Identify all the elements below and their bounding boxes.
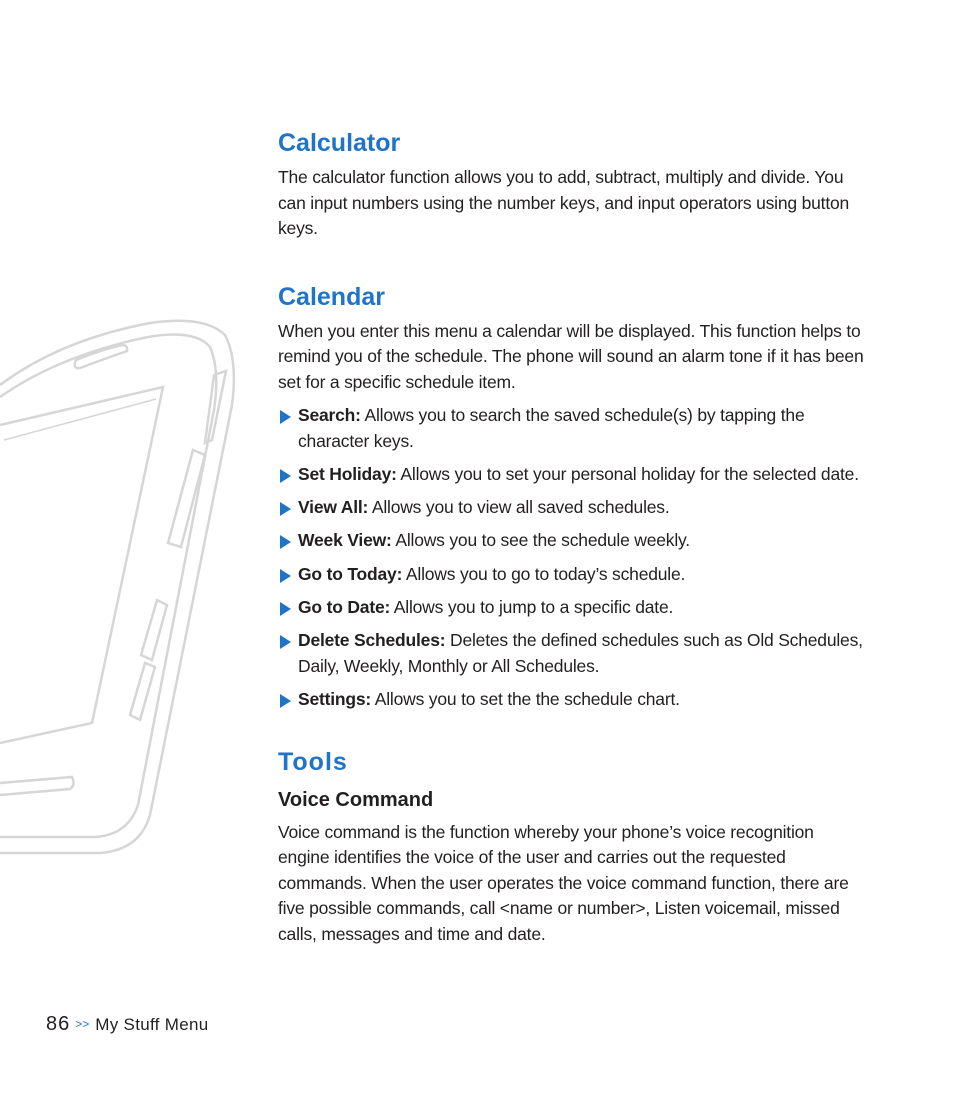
triangle-bullet-icon	[280, 410, 291, 424]
calendar-option-week-view	[278, 528, 868, 554]
phone-illustration	[0, 315, 240, 860]
triangle-bullet-icon	[280, 535, 291, 549]
calendar-option-view-all	[278, 495, 868, 521]
calendar-option-delete-schedules	[278, 628, 868, 679]
option-description: Allows you to jump to a specific date.	[390, 596, 674, 617]
tools-heading: Tools	[278, 747, 348, 776]
footer-separator: >>	[75, 1017, 90, 1031]
footer-section-name: My Stuff Menu	[95, 1015, 209, 1034]
triangle-bullet-icon	[280, 635, 291, 649]
page-footer	[46, 1013, 208, 1036]
calendar-option-go-to-date	[278, 595, 868, 621]
option-description: Allows you to set the the schedule chart.	[371, 689, 680, 710]
option-term: Search:	[298, 405, 361, 425]
page-content	[278, 128, 868, 947]
calendar-options-list	[278, 403, 868, 713]
option-description: Allows you to go to today’s schedule.	[402, 563, 686, 584]
triangle-bullet-icon	[280, 569, 291, 583]
option-term: Set Holiday:	[298, 463, 397, 484]
voice-command-subheading: Voice Command	[278, 788, 434, 811]
option-term: Go to Today:	[298, 563, 403, 584]
option-description: Allows you to view all saved schedules.	[368, 497, 670, 518]
option-description: Allows you to see the schedule weekly.	[391, 530, 690, 551]
option-term: Delete Schedules:	[298, 630, 446, 651]
triangle-bullet-icon	[280, 502, 291, 516]
option-term: Settings:	[298, 689, 372, 710]
calendar-description: When you enter this menu a calendar will be displayed. This function helps to remind you of the schedule. The phone will sound an alarm tone if it has been set for a specific schedule item.	[278, 320, 864, 392]
triangle-bullet-icon	[280, 602, 291, 616]
calculator-heading: Calculator	[278, 129, 401, 157]
option-term: Week View:	[298, 530, 392, 551]
page-number: 86	[46, 1013, 71, 1035]
calendar-heading: Calendar	[278, 282, 385, 311]
option-term: Go to Date:	[298, 596, 391, 617]
triangle-bullet-icon	[280, 694, 291, 708]
option-description: Allows you to set your personal holiday for the selected date.	[396, 463, 859, 484]
option-term: View All:	[298, 497, 369, 518]
calendar-option-settings	[278, 687, 868, 713]
option-description: Deletes the defined schedules such as Old Schedules, Daily, Weekly, Monthly or All Schedules.	[298, 630, 863, 676]
option-description: Allows you to search the saved schedule(s) by tapping the character keys.	[298, 405, 805, 451]
voice-command-description: Voice command is the function whereby your phone’s voice recognition engine identifies the voice of the user and carries out the requested commands. When the user operates the voice command function, there are five possible commands, call <name or number>, Listen voicemail, missed calls, messages and time and date.	[278, 821, 849, 944]
calculator-description: The calculator function allows you to add, subtract, multiply and divide. You can input numbers using the number keys, and input operators using button keys.	[278, 167, 850, 238]
calendar-option-go-to-today	[278, 562, 868, 588]
calendar-option-set-holiday	[278, 462, 868, 488]
calendar-option-search	[278, 403, 868, 454]
triangle-bullet-icon	[280, 469, 291, 483]
